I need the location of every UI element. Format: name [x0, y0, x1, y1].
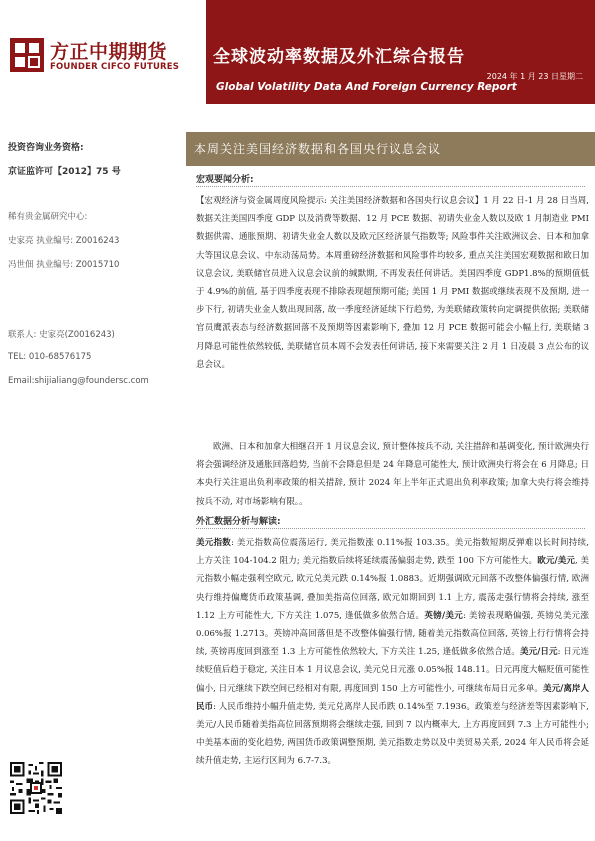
email-link[interactable]: Email:shijialiang@foundersc.com: [8, 376, 149, 386]
qualification-label: 投资咨询业务资格:: [8, 143, 84, 153]
logo-text-cn: 方正中期期货: [50, 41, 168, 63]
usd-cnh-label: 美元/离岸人民币: [196, 683, 590, 712]
analyst-1: 史家亮 执业编号: Z0016243: [8, 236, 120, 246]
report-header: [0, 0, 595, 104]
qr-code-icon: [10, 762, 62, 814]
macro-paragraph-1: 【宏观经济与资金属周度风险提示: 关注美国经济数据和各国央行议息会议】1 月 22 日-1 月 28 日当周, 数据关注美国四季度 GDP 以及消费等数据、12 月 PCE 数据、初请失业金人数以及欧 1 月制造业 PMI 数据供需、通胀预期、初请失业金人数以及欧元区经济景气指数等; 风险事件关注欧洲议会、日本和加拿大等国议息会议、中东动荡局势。本周重磅经济数据和风险事件均较多, 重点关注美国宏观数据和欧日加议息会议, 美联储官员进入议息会议前的缄默期, 不再发表任何讲话。美国四季度 GDP1.8%的预期值低于 4.9%的前值, 基于四季度表现不排除表现超预期可能; 美国 1 月 PMI 数据或继续表现不及预期, 进一步下行, 初请失业金人数出现回落, 故一季度经济延续下行趋势, 为美联储政策转向定调提供依据; 美联储官员鹰派表态与经济数据回落不及预期等因素影响下, 叠加 12 月 PCE 数据可能会小幅上行, 美联储 3 月降息可能性依然较低, 美联储官员本周不会发表任何讲话, 接下来需要关注 2 月 1 日凌晨 3 点公布的议息会议。: [196, 196, 589, 370]
logo: [0, 0, 206, 104]
research-center: 稀有贵金属研究中心:: [8, 212, 88, 222]
gbp-usd-label: 英镑/美元: [424, 610, 464, 621]
section-divider: [196, 186, 585, 187]
summary-headline: 本周关注美国经济数据和各国央行议息会议: [194, 142, 442, 156]
usd-index-text: : 美元指数高位震荡运行, 美元指数涨 0.11%报 103.35。美元指数短期反弹难以长时间持续, 上方关注 104-104.2 阻力; 美元指数后续将延续震荡偏弱走势, 跌至 100 下方可能性大。: [196, 538, 589, 567]
telephone: TEL: 010-68576175: [8, 352, 92, 362]
report-title-en: Global Volatility Data And Foreign Currency Report: [216, 81, 517, 93]
usd-cnh-text: : 人民币维持小幅升值走势, 美元兑离岸人民币跌 0.14%至 7.1936。政策差与经济差等因素影响下, 美元/人民币随着美指高位回落预期将会继续走强, 回到 7 以内概率大, 上方再度回到 7.3 上方可能性小; 中美基本面的变化趋势, 两国货币政策调整预期, 美元指数走势以及中美贸易关系, 2024 年人民币将会延续升值走势, 主运行区间为 6.7-7.3。: [196, 701, 589, 767]
fx-section-title: 外汇数据分析与解读:: [196, 517, 281, 527]
eur-usd-text: , 美元指数小幅走强利空欧元, 欧元兑美元跌 0.14%报 1.0883。近期强调欧元回落不改整体偏强行情, 欧洲央行维持偏鹰货币政策基调, 叠加美指高位回落, 欧元如期回到 1.1 上方, 震荡走强行情将会持续, 涨至 1.12 上方可能性大, 下方关注 1.075, 逢低做多依然合适。: [196, 556, 590, 621]
eur-usd-label: 欧元/美元: [537, 556, 575, 567]
macro-paragraph-2: 欧洲、日本和加拿大相继召开 1 月议息会议, 预计整体按兵不动, 关注措辞和基调变化, 预计欧洲央行将会强调经济及通胀回落趋势, 当前不会降息但是 24 年降息可能性大, 预计欧洲央行将会在 6 月降息; 日本央行关注退出负利率政策的相关措辞, 预计 2024 年上半年正式退出负利率政策; 加拿大央行将会维持按兵不动, 对市场影响有限。。: [196, 442, 589, 507]
usd-index-label: 美元指数: [196, 538, 232, 548]
contact-person: 联系人: 史家亮(Z0016243): [8, 330, 115, 340]
sidebar: [0, 104, 186, 841]
analyst-2: 冯世佃 执业编号: Z0015710: [8, 260, 120, 270]
fx-paragraph: [196, 534, 589, 771]
gbp-usd-text: : 美镑表现略偏强, 英镑兑美元涨 0.06%报 1.2713。英镑冲高回落但是不改整体偏强行情, 随着美元指数高位回落, 英镑上行行情将会持续, 英镑再度回到涨至 1.3 上方可能性依然较大, 下方关注 1.25, 逢低做多依然合适。: [196, 610, 589, 658]
logo-text-en: FOUNDER CIFCO FUTURES: [50, 62, 180, 72]
license-number: 京证监许可【2012】75 号: [8, 167, 121, 177]
section-divider: [196, 528, 585, 529]
usd-jpy-label: 美元/日元: [520, 647, 558, 658]
main-content: [186, 104, 595, 841]
report-date: 2024 年 1 月 23 日星期二: [486, 72, 583, 81]
logo-mark-icon: [10, 38, 44, 72]
summary-banner: [186, 132, 595, 166]
usd-jpy-text: : 日元连续贬值后趋于稳定, 关注日本 1 月议息会议, 美元兑日元涨 0.05%报 148.11。日元再度大幅贬值可能性偏小, 日元继续下跌空间已经相对有限, 再度回到 150 上方可能性小, 可继续布局日元多单。: [196, 647, 590, 694]
macro-section-title: 宏观要闻分析:: [196, 175, 254, 185]
report-title: 全球波动率数据及外汇综合报告: [213, 47, 465, 67]
